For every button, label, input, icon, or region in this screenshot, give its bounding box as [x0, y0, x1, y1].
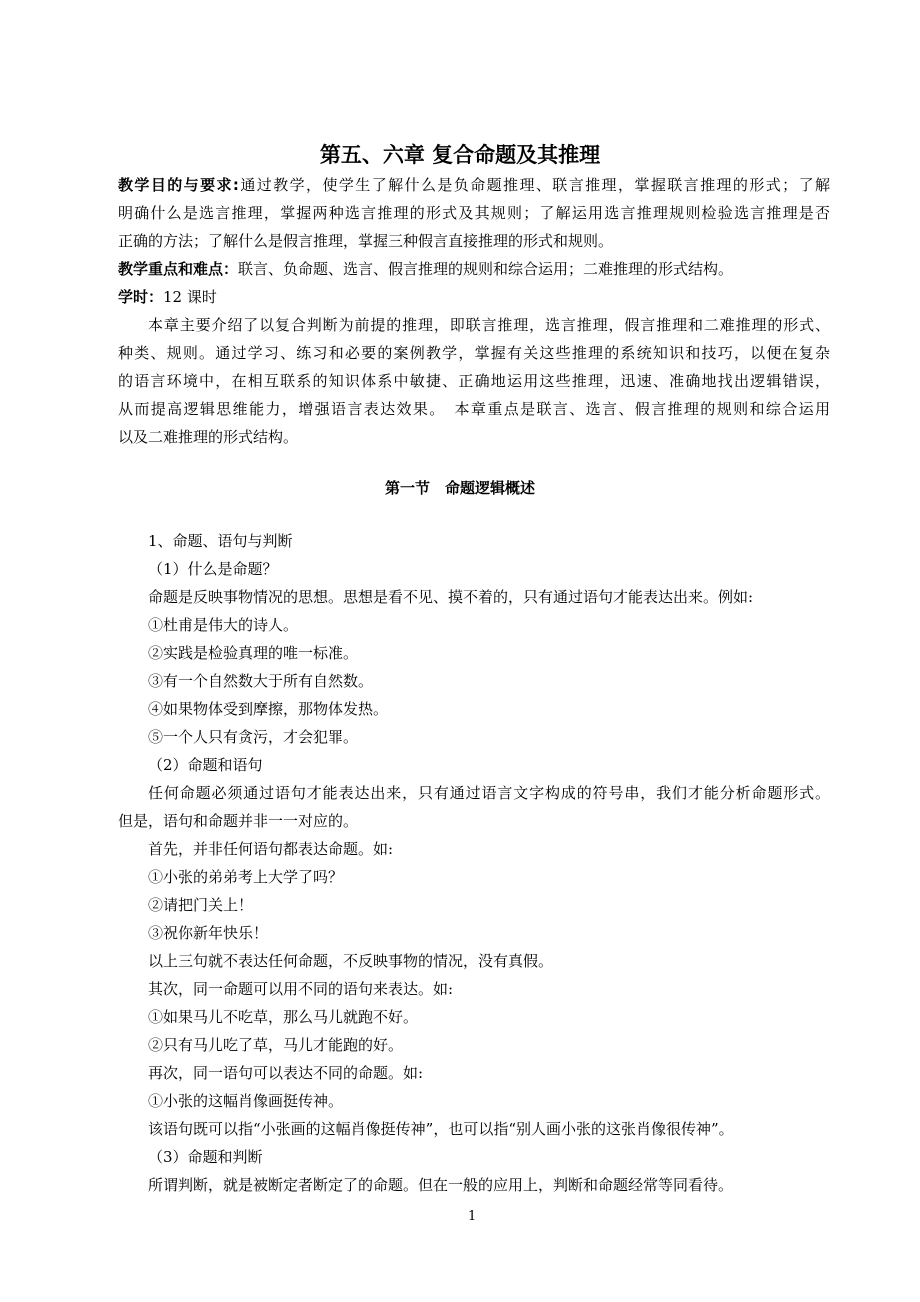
line-text: 通过教学，使学生了解什么是负命题推理、联言推理，掌握联言推理的形式；了解 [238, 176, 830, 194]
text-line [148, 895, 830, 915]
text-line [148, 1007, 830, 1027]
line-text: 明确什么是选言推理，掌握两种选言推理的形式及其规则；了解运用选言推理规则检验选言推理是否 [118, 204, 830, 222]
line-text: ①小张的这幅肖像画挺传神。 [148, 1092, 344, 1110]
text-line [148, 315, 830, 335]
line-text: 其次，同一命题可以用不同的语句来表达。如: [148, 980, 454, 998]
line-text: 所谓判断，就是被断定者断定了的命题。但在一般的应用上，判断和命题经常等同看待。 [148, 1176, 734, 1194]
text-line [148, 671, 830, 691]
line-text: ②只有马儿吃了草，马儿才能跑的好。 [148, 1036, 404, 1054]
line-text: 该语句既可以指“小张画的这幅肖像挺传神”，也可以指“别人画小张的这张肖像很传神”。 [148, 1120, 734, 1138]
text-line [118, 175, 830, 195]
page-number: 1 [468, 1209, 477, 1224]
text-line [118, 427, 830, 447]
line-text: 从而提高逻辑思维能力，增强语言表达效果。 本章重点是联言、选言、假言推理的规则和综合运用 [118, 400, 830, 418]
line-text: ⑤一个人只有贪污，才会犯罪。 [148, 728, 359, 746]
bold-label: 教学目的与要求: [118, 176, 239, 194]
line-text: 以上三句就不表达任何命题，不反映事物的情况，没有真假。 [148, 952, 554, 970]
text-line [148, 839, 830, 859]
line-text: （2）命题和语句 [148, 756, 263, 774]
bold-label: 学时： [118, 288, 164, 306]
line-text: ①如果马儿不吃草，那么马儿就跑不好。 [148, 1008, 419, 1026]
text-line [148, 699, 830, 719]
line-text: 联言、负命题、选言、假言推理的规则和综合运用；二难推理的形式结构。 [238, 260, 734, 278]
text-line [118, 811, 830, 831]
text-line [118, 231, 830, 251]
line-text: 以及二难推理的形式结构。 [118, 428, 299, 446]
text-line [148, 1091, 830, 1111]
text-line [148, 923, 830, 943]
text-line [118, 203, 830, 223]
text-line [118, 287, 830, 307]
text-line [118, 343, 830, 363]
line-text: 任何命题必须通过语句才能表达出来，只有通过语言文字构成的符号串，我们才能分析命题形式。 [148, 784, 830, 802]
line-text: ③祝你新年快乐！ [148, 924, 269, 942]
line-text: ①小张的弟弟考上大学了吗？ [148, 868, 344, 886]
line-text: 1、命题、语句与判断 [148, 532, 293, 550]
text-line [148, 755, 830, 775]
line-text: 命题是反映事物情况的思想。思想是看不见、摸不着的，只有通过语句才能表达出来。例如: [148, 588, 754, 606]
text-line [148, 1147, 830, 1167]
text-line [148, 615, 830, 635]
line-text: ④如果物体受到摩擦，那物体发热。 [148, 700, 389, 718]
text-line [148, 867, 830, 887]
line-text: （3）命题和判断 [148, 1148, 263, 1166]
page-title: 第五、六章 复合命题及其推理 [319, 143, 601, 167]
text-line [118, 371, 830, 391]
line-text: 种类、规则。通过学习、练习和必要的案例教学，掌握有关这些推理的系统知识和技巧，以便在复杂 [118, 344, 830, 362]
text-line [148, 727, 830, 747]
text-line [148, 587, 830, 607]
text-line [148, 1063, 830, 1083]
section-heading [0, 478, 920, 498]
text-line [148, 1119, 830, 1139]
text-line [148, 979, 830, 999]
text-line [148, 1175, 830, 1195]
text-line [148, 951, 830, 971]
bold-label: 教学重点和难点： [118, 260, 239, 278]
text-line [148, 1035, 830, 1055]
line-text: 的语言环境中，在相互联系的知识体系中敏捷、正确地运用这些推理，迅速、准确地找出逻辑错误， [118, 372, 830, 390]
line-text: ①杜甫是伟大的诗人。 [148, 616, 299, 634]
line-text: 首先，并非任何语句都表达命题。如: [148, 840, 394, 858]
line-text: 第一节 命题逻辑概述 [384, 479, 535, 497]
line-text: （1）什么是命题？ [148, 560, 278, 578]
line-text: ③有一个自然数大于所有自然数。 [148, 672, 374, 690]
line-text: 12 课时 [163, 288, 217, 306]
text-line [118, 399, 830, 419]
line-text: 本章主要介绍了以复合判断为前提的推理，即联言推理，选言推理，假言推理和二难推理的形式、 [148, 316, 830, 334]
line-text: ②请把门关上！ [148, 896, 254, 914]
text-line [148, 559, 830, 579]
line-text: 但是，语句和命题并非一一对应的。 [118, 812, 359, 830]
text-line [118, 259, 830, 279]
line-text: 再次，同一语句可以表达不同的命题。如: [148, 1064, 424, 1082]
line-text: ②实践是检验真理的唯一标准。 [148, 644, 359, 662]
line-text: 正确的方法；了解什么是假言推理，掌握三种假言直接推理的形式和规则。 [118, 232, 614, 250]
text-line [148, 643, 830, 663]
text-line [148, 531, 830, 551]
text-line [148, 783, 830, 803]
